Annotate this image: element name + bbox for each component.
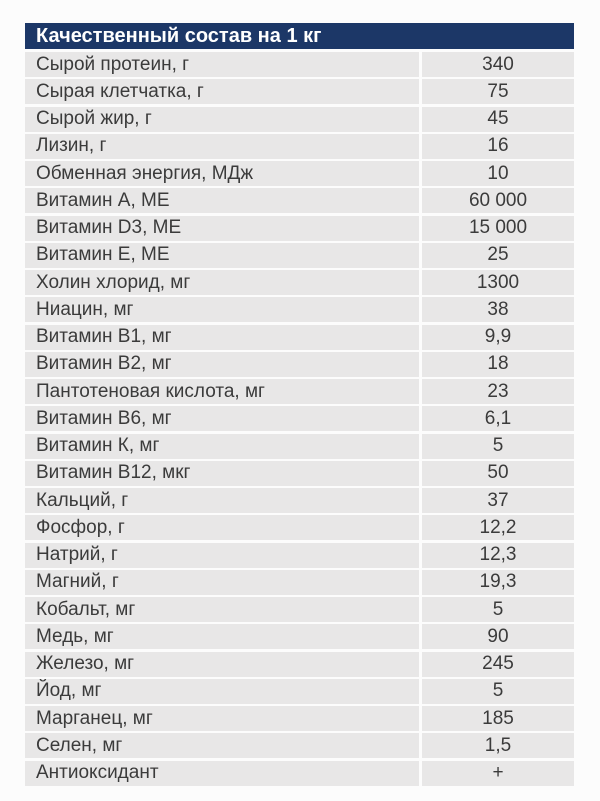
table-row: [25, 461, 574, 486]
row-label: Сырая клетчатка, г: [25, 79, 419, 104]
row-label: Антиоксидант: [25, 761, 419, 786]
table-row: [25, 243, 574, 268]
table-row: [25, 379, 574, 404]
row-value: +: [422, 761, 574, 786]
row-label: Сырой жир, г: [25, 107, 419, 132]
row-label: Витамин В2, мг: [25, 352, 419, 377]
table-row: [25, 597, 574, 622]
row-value: 37: [422, 488, 574, 513]
row-value: 12,2: [422, 515, 574, 540]
table-row: [25, 434, 574, 459]
row-label: Витамин Е, МЕ: [25, 243, 419, 268]
row-label: Медь, мг: [25, 624, 419, 649]
table-row: [25, 107, 574, 132]
row-value: 38: [422, 297, 574, 322]
row-value: 12,3: [422, 543, 574, 568]
row-label: Селен, мг: [25, 733, 419, 758]
table-row: [25, 134, 574, 159]
table-row: [25, 652, 574, 677]
row-value: 15 000: [422, 216, 574, 241]
row-label: Витамин В12, мкг: [25, 461, 419, 486]
table-row: [25, 188, 574, 213]
row-value: 5: [422, 679, 574, 704]
table-row: [25, 543, 574, 568]
row-value: 9,9: [422, 325, 574, 350]
row-label: Фосфор, г: [25, 515, 419, 540]
composition-table: [25, 23, 574, 786]
row-label: Лизин, г: [25, 134, 419, 159]
row-label: Витамин В1, мг: [25, 325, 419, 350]
row-label: Витамин В6, мг: [25, 406, 419, 431]
row-value: 23: [422, 379, 574, 404]
row-value: 10: [422, 161, 574, 186]
table-row: [25, 570, 574, 595]
row-value: 6,1: [422, 406, 574, 431]
row-label: Магний, г: [25, 570, 419, 595]
table-row: [25, 216, 574, 241]
row-label: Витамин А, МЕ: [25, 188, 419, 213]
row-label: Обменная энергия, МДж: [25, 161, 419, 186]
row-value: 185: [422, 706, 574, 731]
table-body: [25, 52, 574, 786]
row-label: Сырой протеин, г: [25, 52, 419, 77]
row-label: Пантотеновая кислота, мг: [25, 379, 419, 404]
table-row: [25, 406, 574, 431]
row-value: 1300: [422, 270, 574, 295]
row-value: 1,5: [422, 733, 574, 758]
table-row: [25, 270, 574, 295]
row-value: 5: [422, 597, 574, 622]
table-row: [25, 325, 574, 350]
row-label: Кальций, г: [25, 488, 419, 513]
row-label: Кобальт, мг: [25, 597, 419, 622]
row-value: 340: [422, 52, 574, 77]
row-label: Холин хлорид, мг: [25, 270, 419, 295]
row-value: 245: [422, 652, 574, 677]
row-label: Натрий, г: [25, 543, 419, 568]
row-label: Витамин D3, МЕ: [25, 216, 419, 241]
table-row: [25, 624, 574, 649]
row-value: 90: [422, 624, 574, 649]
row-label: Железо, мг: [25, 652, 419, 677]
table-row: [25, 161, 574, 186]
row-value: 5: [422, 434, 574, 459]
row-value: 19,3: [422, 570, 574, 595]
row-label: Марганец, мг: [25, 706, 419, 731]
row-value: 50: [422, 461, 574, 486]
row-label: Витамин К, мг: [25, 434, 419, 459]
row-value: 75: [422, 79, 574, 104]
table-row: [25, 79, 574, 104]
table-row: [25, 706, 574, 731]
row-label: Ниацин, мг: [25, 297, 419, 322]
table-title: Качественный состав на 1 кг: [25, 23, 574, 49]
table-row: [25, 679, 574, 704]
row-value: 60 000: [422, 188, 574, 213]
table-row: [25, 52, 574, 77]
table-row: [25, 761, 574, 786]
table-row: [25, 297, 574, 322]
row-value: 16: [422, 134, 574, 159]
table-row: [25, 515, 574, 540]
row-value: 18: [422, 352, 574, 377]
table-row: [25, 488, 574, 513]
row-value: 25: [422, 243, 574, 268]
row-value: 45: [422, 107, 574, 132]
table-row: [25, 352, 574, 377]
row-label: Йод, мг: [25, 679, 419, 704]
table-row: [25, 733, 574, 758]
